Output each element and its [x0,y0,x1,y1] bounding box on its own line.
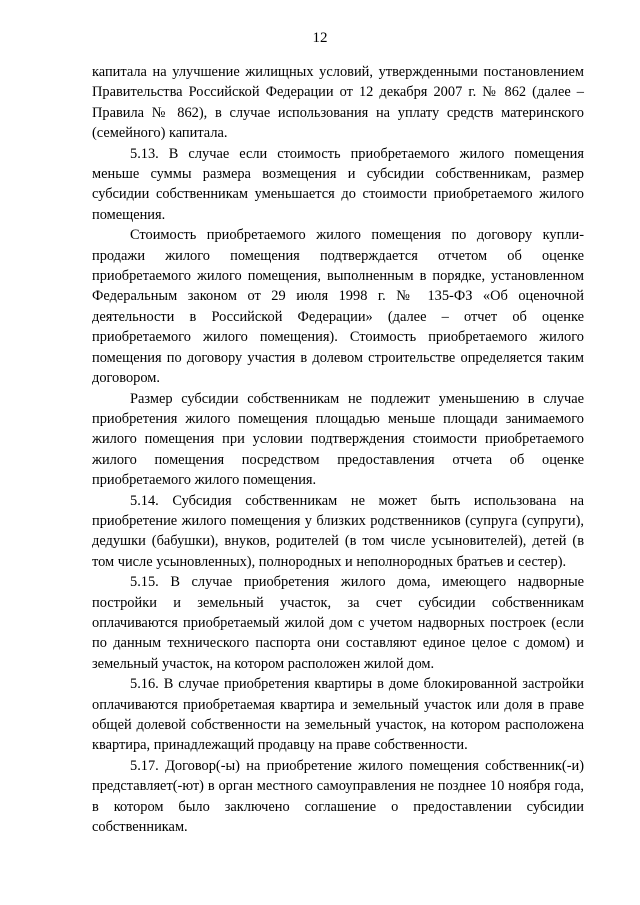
document-body [92,62,584,837]
paragraph-5-17: 5.17. Договор(-ы) на приобретение жилого помещения собственник(-и) представляет(-ют) в орган местного самоуправления не позднее 10 ноября года, в котором было заключено соглашение о предоставлении субсидии собственникам. [92,757,584,836]
paragraph-5-16: 5.16. В случае приобретения квартиры в доме блокированной застройки оплачиваются приобретаемая квартира и земельный участок или доля в праве общей долевой собственности на земельный участок, на котором расположена квартира, принадлежащий продавцу на праве собственности. [92,676,584,754]
paragraph-continuation: капитала на улучшение жилищных условий, утвержденными постановлением Правительства Российской Федерации от 12 декабря 2007 г. № 862 (далее – Правила № 862), в случае использования на уплату средств материнского (семейного) капитала. [92,64,584,142]
paragraph-cost-valuation: Стоимость приобретаемого жилого помещения по договору купли-продажи жилого помещения подтверждается отчетом об оценке приобретаемого жилого помещения, выполненным в порядке, установленном Федеральным законом от 29 июля 1998 г. № 135-ФЗ «Об оценочной деятельности в Российской Федерации» (далее – отчет об оценке приобретаемого жилого помещения). Стоимость приобретаемого жилого помещения по договору участия в долевом строительстве определяется таким договором. [92,227,584,387]
paragraph-5-15: 5.15. В случае приобретения жилого дома, имеющего надворные постройки и земельный участок, за счет субсидии собственникам оплачиваются приобретаемый жилой дом с учетом надворных построек (если по данным технического паспорта они составляют единое целое с домом) и земельный участок, на котором расположен жилой дом. [92,574,584,672]
paragraph-5-13: 5.13. В случае если стоимость приобретаемого жилого помещения меньше суммы размера возмещения и субсидии собственникам, размер субсидии собственникам уменьшается до стоимости приобретаемого жилого помещения. [92,145,584,223]
paragraph-subsidy-size: Размер субсидии собственникам не подлежит уменьшению в случае приобретения жилого помещения площадью меньше площади занимаемого жилого помещения при условии подтверждения стоимости приобретаемого жилого помещения посредством предоставления отчета об оценке приобретаемого жилого помещения. [92,390,584,489]
page-number: 12 [312,30,328,46]
paragraph-5-14: 5.14. Субсидия собственникам не может быть использована на приобретение жилого помещения у близких родственников (супруга (супруги), дедушки (бабушки), внуков, родителей (в том числе усыновителей), детей (в том числе усыновленных), полнородных и неполнородных братьев и сестер). [92,492,584,570]
